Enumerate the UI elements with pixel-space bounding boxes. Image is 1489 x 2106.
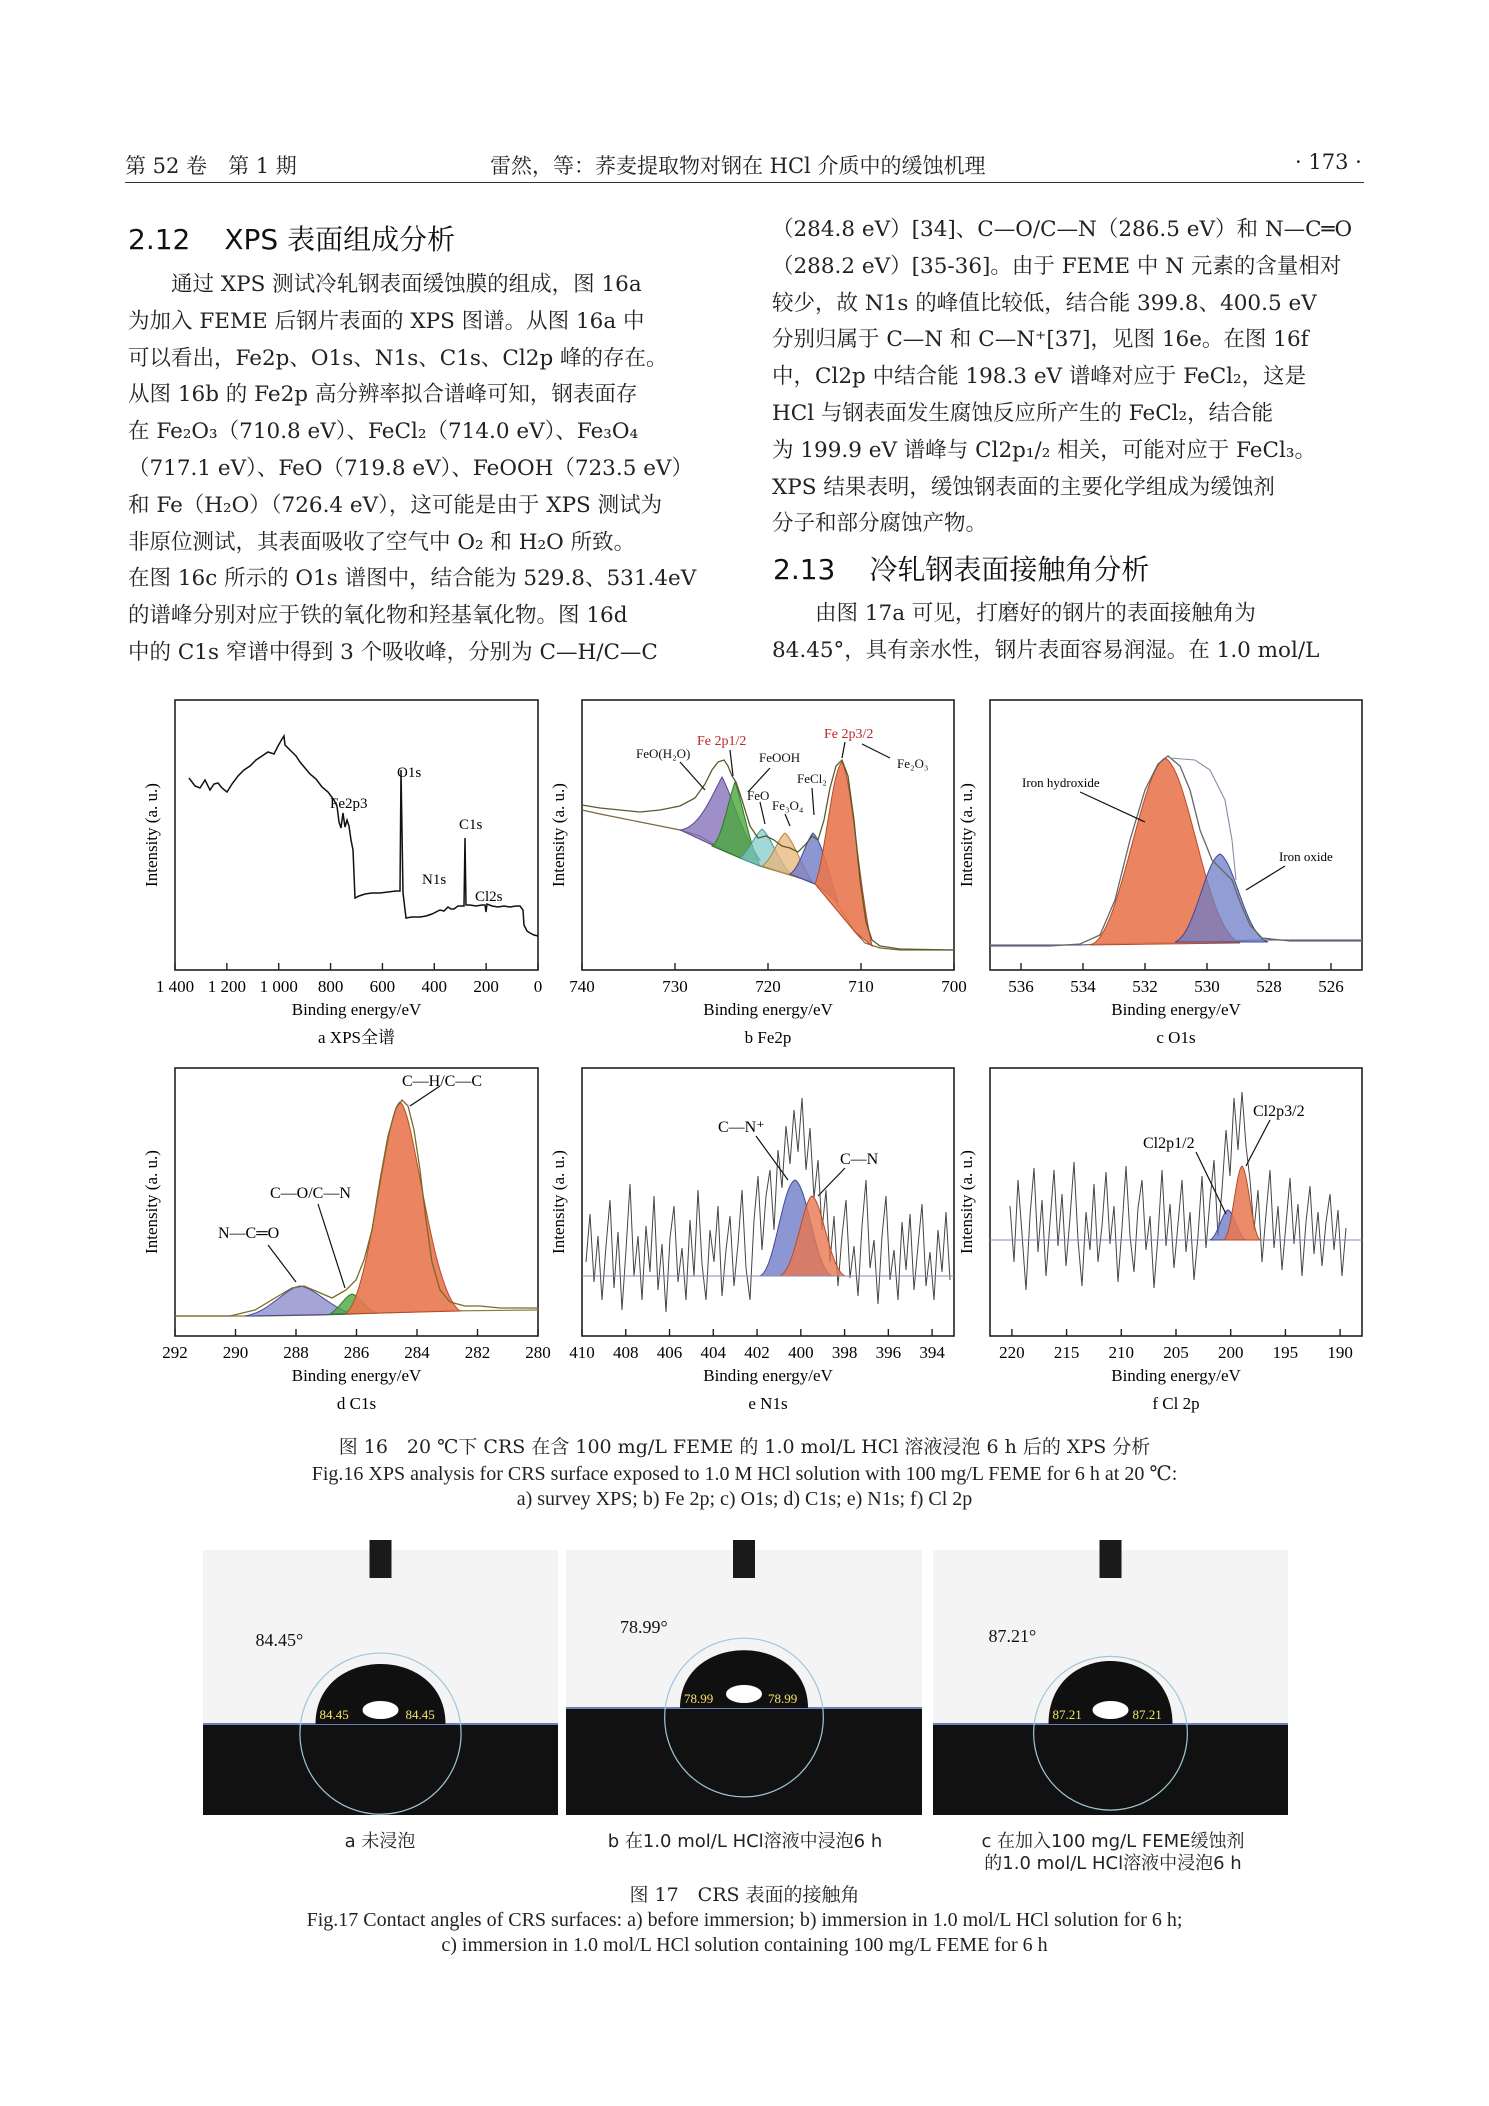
peak-label-n1s: N1s	[422, 872, 447, 888]
x-tick-label: 410	[569, 1343, 595, 1362]
text-line: 84.45°，具有亲水性，钢片表面容易润湿。在 1.0 mol/L	[772, 637, 1320, 663]
label-c-o-c-n: C—O/C—N	[270, 1185, 351, 1202]
x-tick-label: 400	[421, 977, 448, 996]
text-line: 由图 17a 可见，打磨好的钢片的表面接触角为	[815, 601, 1256, 626]
needle	[733, 1540, 755, 1578]
text-line: 为 199.9 eV 谱峰与 Cl2p₁/₂ 相关，可能对应于 FeCl₃。	[772, 437, 1316, 463]
needle	[1100, 1540, 1122, 1578]
text-line: 为加入 FEME 后钢片表面的 XPS 图谱。从图 16a 中	[128, 308, 645, 334]
text-line: 可以看出，Fe2p、O1s、N1s、C1s、Cl2p 峰的存在。	[128, 345, 668, 371]
label-cl2p3-2: Cl2p3/2	[1253, 1103, 1305, 1120]
label-feooh: FeOOH	[759, 750, 801, 765]
fig16-caption-en-1: Fig.16 XPS analysis for CRS surface exposed to 1.0 M HCl solution with 100 mg/L FEME for 6 h at 20 ℃:	[311, 1463, 1178, 1485]
photo-c-caption-line2: 的1.0 mol/L HCl溶液中浸泡6 h	[984, 1853, 1242, 1874]
x-axis-title: Binding energy/eV	[1111, 1366, 1241, 1385]
photo-c-caption: c 在加入100 mg/L FEME缓蚀剂	[981, 1831, 1245, 1852]
x-tick-label: 292	[162, 1343, 188, 1362]
text-line: 从图 16b 的 Fe2p 高分辨率拟合谱峰可知，钢表面存	[128, 382, 638, 408]
panel-label: b Fe2p	[744, 1028, 792, 1047]
label-fe-2p3-2: Fe 2p3/2	[824, 727, 874, 742]
panel-label: f Cl 2p	[1152, 1394, 1200, 1413]
text-line: 的谱峰分别对应于铁的氧化物和羟基氧化物。图 16d	[128, 603, 628, 629]
needle	[370, 1540, 392, 1578]
y-axis-title: Intensity (a. u.)	[549, 1150, 568, 1254]
peak-label-cl2s: Cl2s	[475, 889, 503, 905]
running-header-volume: 第 52 卷 第 1 期	[125, 154, 297, 178]
droplet-highlight	[1093, 1701, 1129, 1719]
section-title: 冷轧钢表面接触角分析	[869, 553, 1150, 586]
label-feo: FeO	[747, 788, 770, 803]
panel-label: a XPS全谱	[318, 1028, 395, 1047]
text-line: HCl 与钢表面发生腐蚀反应所产生的 FeCl₂，结合能	[772, 400, 1274, 426]
peak-label-o1s: O1s	[397, 765, 422, 781]
x-tick-label: 536	[1008, 977, 1034, 996]
x-axis-title: Binding energy/eV	[291, 1000, 422, 1019]
x-tick-label: 190	[1327, 1343, 1353, 1362]
x-tick-label: 400	[788, 1343, 814, 1362]
text-line: （288.2 eV）[35-36]。由于 FEME 中 N 元素的含量相对	[772, 253, 1342, 279]
label-c-h-c-c: C—H/C—C	[402, 1073, 483, 1090]
angle-value: 87.21°	[988, 1626, 1037, 1646]
label-n-c-o: N—C═O	[218, 1225, 280, 1242]
fig17-caption-en-1: Fig.17 Contact angles of CRS surfaces: a) before immersion; b) immersion in 1.0 mol/L HCl solution for 6 h;	[306, 1909, 1183, 1931]
x-tick-label: 404	[700, 1343, 727, 1362]
label-c-n: C—N	[840, 1151, 879, 1168]
x-tick-label: 394	[919, 1343, 945, 1362]
x-tick-label: 710	[848, 977, 874, 996]
label-fe-2p1-2: Fe 2p1/2	[697, 734, 747, 749]
text-line: XPS 结果表明，缓蚀钢表面的主要化学组成为缓蚀剂	[772, 474, 1275, 500]
x-tick-label: 0	[533, 977, 543, 996]
photo-a-caption: a 未浸泡	[344, 1831, 416, 1852]
x-tick-label: 730	[662, 977, 688, 996]
droplet-highlight	[363, 1701, 399, 1719]
text-line: 非原位测试，其表面吸收了空气中 O₂ 和 H₂O 所致。	[128, 529, 636, 555]
label-fe2o3: Fe₂O₃	[897, 756, 929, 771]
text-line: 较少，故 N1s 的峰值比较低，结合能 399.8、400.5 eV	[772, 290, 1317, 316]
x-tick-label: 800	[317, 977, 344, 996]
running-header-title: 雷然，等：荞麦提取物对钢在 HCl 介质中的缓蚀机理	[490, 154, 986, 178]
label-cl2p1-2: Cl2p1/2	[1143, 1135, 1195, 1152]
peak-label-fe2p3: Fe2p3	[330, 796, 368, 812]
droplet-highlight	[726, 1685, 762, 1703]
x-tick-label: 534	[1070, 977, 1096, 996]
x-tick-label: 526	[1318, 977, 1344, 996]
x-tick-label: 195	[1272, 1343, 1299, 1362]
fig17-caption-en-2: c) immersion in 1.0 mol/L HCl solution containing 100 mg/L FEME for 6 h	[441, 1934, 1048, 1956]
photo-b-caption: b 在1.0 mol/L HCl溶液中浸泡6 h	[607, 1831, 883, 1852]
angle-right: 87.21	[1132, 1707, 1162, 1722]
x-tick-label: 220	[999, 1343, 1025, 1362]
photo-substrate	[933, 1724, 1288, 1815]
text-line: 通过 XPS 测试冷轧钢表面缓蚀膜的组成，图 16a	[171, 272, 642, 297]
text-line: 在 Fe₂O₃（710.8 eV）、FeCl₂（714.0 eV）、Fe₃O₄	[128, 419, 639, 445]
angle-value: 84.45°	[255, 1630, 304, 1650]
x-tick-label: 200	[473, 977, 499, 996]
x-tick-label: 1 400	[155, 977, 195, 996]
label-iron-oxide: Iron oxide	[1279, 849, 1333, 864]
x-axis-title: Binding energy/eV	[703, 1000, 833, 1019]
y-axis-title: Intensity (a. u.)	[142, 1150, 161, 1254]
x-tick-label: 406	[656, 1343, 683, 1362]
label-fe3o4: Fe₃O₄	[772, 798, 804, 813]
section-title: XPS 表面组成分析	[224, 223, 456, 256]
x-tick-label: 280	[525, 1343, 551, 1362]
text-line: 中的 C1s 窄谱中得到 3 个吸收峰，分别为 C—H/C—C	[128, 639, 658, 665]
y-axis-title: Intensity (a. u.)	[957, 1150, 976, 1254]
x-tick-label: 284	[404, 1343, 430, 1362]
fig16-caption-en-2: a) survey XPS; b) Fe 2p; c) O1s; d) C1s; e) N1s; f) Cl 2p	[516, 1488, 973, 1510]
x-tick-label: 200	[1217, 1343, 1244, 1362]
x-tick-label: 402	[744, 1343, 770, 1362]
text-line: （717.1 eV）、FeO（719.8 eV）、FeOOH（723.5 eV）	[128, 455, 693, 481]
text-line: 分子和部分腐蚀产物。	[772, 511, 988, 537]
section-number: 2.13	[773, 553, 836, 586]
x-tick-label: 286	[343, 1343, 370, 1362]
label-fecl2: FeCl₂	[797, 771, 827, 786]
angle-left: 84.45	[319, 1707, 349, 1722]
label-feo-h2o: FeO(H₂O)	[636, 746, 691, 761]
x-tick-label: 205	[1163, 1343, 1189, 1362]
x-tick-label: 530	[1194, 977, 1220, 996]
photo-substrate	[203, 1724, 558, 1815]
angle-right: 84.45	[405, 1707, 435, 1722]
x-tick-label: 215	[1053, 1343, 1080, 1362]
x-tick-label: 532	[1132, 977, 1158, 996]
text-line: 和 Fe（H₂O）（726.4 eV），这可能是由于 XPS 测试为	[128, 492, 663, 518]
y-axis-title: Intensity (a. u.)	[142, 783, 161, 887]
angle-right: 78.99	[768, 1691, 798, 1706]
angle-value: 78.99°	[620, 1617, 668, 1637]
x-tick-label: 290	[222, 1343, 249, 1362]
text-line: 在图 16c 所示的 O1s 谱图中，结合能为 529.8、531.4eV	[128, 566, 697, 592]
angle-left: 87.21	[1052, 1707, 1082, 1722]
x-tick-label: 1 000	[259, 977, 298, 996]
x-tick-label: 210	[1108, 1343, 1135, 1362]
x-tick-label: 600	[369, 977, 396, 996]
text-line: 中，Cl2p 中结合能 198.3 eV 谱峰对应于 FeCl₂，这是	[772, 364, 1307, 390]
x-tick-label: 408	[613, 1343, 639, 1362]
fig16-caption-cn: 图 16 20 ℃下 CRS 在含 100 mg/L FEME 的 1.0 mol/L HCl 溶液浸泡 6 h 后的 XPS 分析	[338, 1436, 1151, 1458]
panel-label: c O1s	[1156, 1028, 1196, 1047]
x-tick-label: 740	[569, 977, 595, 996]
x-axis-title: Binding energy/eV	[703, 1366, 833, 1385]
y-axis-title: Intensity (a. u.)	[549, 783, 568, 887]
x-tick-label: 1 200	[207, 977, 246, 996]
section-number: 2.12	[128, 223, 191, 256]
x-tick-label: 288	[283, 1343, 309, 1362]
text-line: （284.8 eV）[34]、C—O/C—N（286.5 eV）和 N—C═O	[772, 217, 1353, 242]
x-tick-label: 528	[1256, 977, 1282, 996]
panel-label: e N1s	[748, 1394, 788, 1413]
photo-substrate	[566, 1708, 922, 1815]
label-iron-hydroxide: Iron hydroxide	[1022, 775, 1100, 790]
x-axis-title: Binding energy/eV	[291, 1366, 422, 1385]
x-tick-label: 700	[941, 977, 967, 996]
fig17-caption-cn: 图 17 CRS 表面的接触角	[629, 1884, 860, 1906]
running-header-page: · 173 ·	[1295, 150, 1362, 174]
x-tick-label: 282	[464, 1343, 491, 1362]
y-axis-title: Intensity (a. u.)	[957, 783, 976, 887]
x-tick-label: 398	[831, 1343, 858, 1362]
x-axis-title: Binding energy/eV	[1111, 1000, 1241, 1019]
panel-label: d C1s	[336, 1394, 377, 1413]
x-tick-label: 720	[755, 977, 781, 996]
label-c-n-plus: C—N⁺	[718, 1119, 765, 1136]
text-line: 分别归属于 C—N 和 C—N⁺[37]，见图 16e。在图 16f	[772, 327, 1309, 353]
peak-label-c1s: C1s	[459, 817, 483, 833]
x-tick-label: 396	[875, 1343, 902, 1362]
angle-left: 78.99	[684, 1691, 714, 1706]
